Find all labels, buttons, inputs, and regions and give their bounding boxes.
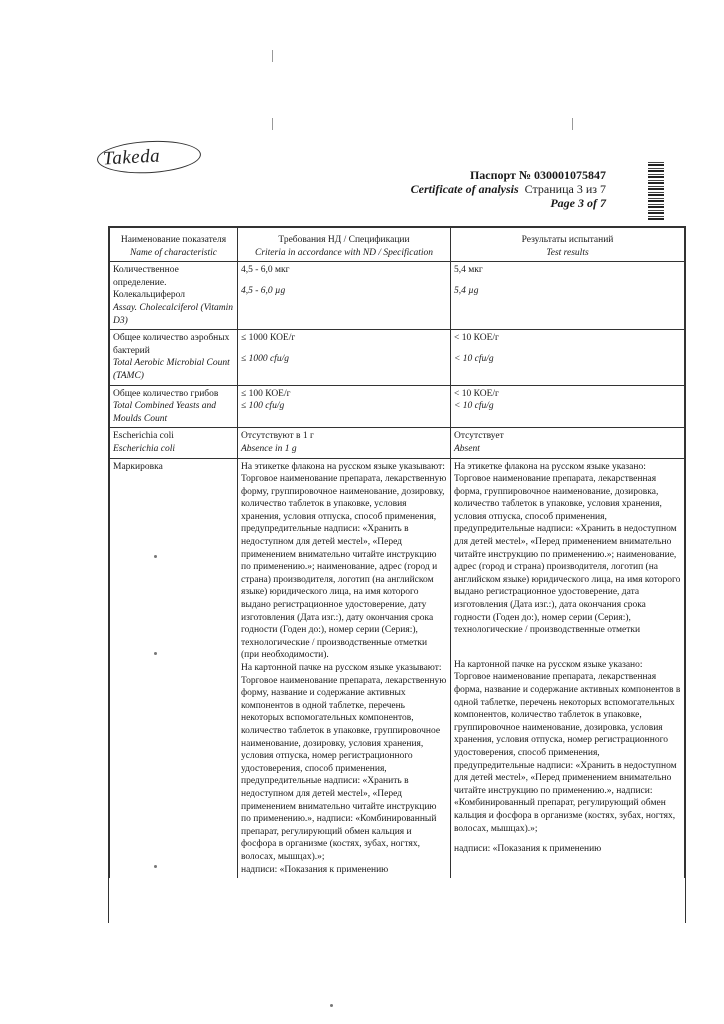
row-result: < 10 КОЕ/г < 10 cfu/g — [451, 385, 685, 428]
scan-mark — [272, 118, 273, 130]
row-name: Количественное определение. Колекальциферол Assay. Cholecalciferol (Vitamin D3) — [110, 262, 238, 330]
row-requirement: 4,5 - 6,0 мкг 4,5 - 6,0 µg — [238, 262, 451, 330]
marking-res-vial: На этикетке флакона на русском языке указано: Торговое наименование препарата, лекарственная форма, группировочное наименование, дозировка, количество таблеток в упаковке, условия хранения, условия отпуска, способ применения, предупредительные надписи: «Хранить в недоступном для детей местеl», «Перед применением внимательно читайте инструкцию по применению.»; наименование, адрес (город и страна) производителя, логотип (на английском языке) юридического лица, на имя которого выдано регистрационное удостоверение, дата изготовления (Дата изг.:), дата окончания срока годности (Годен до:), номер серии (Серия:), технологические / производственные отметки — [454, 461, 681, 636]
row-result: 5,4 мкг 5,4 µg — [451, 262, 685, 330]
table-row-marking — [110, 458, 685, 878]
scan-mark — [572, 118, 573, 130]
logo-text: Takeda — [102, 145, 161, 170]
row-requirement: Отсутствуют в 1 г Absence in 1 g — [238, 428, 451, 458]
marking-req-tail: надписи: «Показания к применению — [241, 864, 389, 875]
marking-req-vial: На этикетке флакона на русском языке указывают: Торговое наименование препарата, лекарственную форму, группировочное наименование, дозировку, количество таблеток в упаковке, условия хранения, условия отпуска, способ применения, предупредительные надписи: «Хранить в недоступном для детей местеl», «Перед применением внимательно читайте инструкцию по применению.»; наименование, адрес (город и страна) производителя, логотип (на английском языке) юридического лица, на имя которого выдано регистрационное удостоверение, дату изготовления (Дата изг.:), дату окончания срока годности (Годен до:), номер серии (Серия:), технологические / производственные отметки (при необходимости). — [241, 461, 447, 661]
table-row — [110, 385, 685, 428]
takeda-logo — [102, 146, 160, 171]
barcode — [648, 162, 664, 220]
row-requirement: ≤ 100 КОЕ/г ≤ 100 cfu/g — [238, 385, 451, 428]
table-row — [110, 330, 685, 385]
marking-req-box: На картонной пачке на русском языке указывают: Торговое наименование препарата, лекарственную форму, название и содержание активных компонентов в одной таблетке, перечень некоторых вспомогательных компонентов, количество таблеток в упаковке, группировочное наименование, дозировку, условия хранения, условия отпуска, номер регистрационного удостоверения, способ применения, предупредительные надписи: «Хранить в недоступном для детей местеl», «Перед применением внимательно читайте инструкцию по применению.», надписи: «Комбинированный препарат, регулирующий обмен кальция и фосфора в организме (костях, зубах, ногтях, волосах, мышцах).»; — [241, 663, 447, 862]
header-name: Наименование показателя Name of characteristic — [110, 228, 238, 262]
page-ru: Страница 3 из 7 — [524, 182, 606, 196]
marking-result — [451, 458, 685, 878]
scan-dot — [154, 865, 157, 868]
table-row — [110, 262, 685, 330]
header-results: Результаты испытаний Test results — [451, 228, 685, 262]
scan-mark — [272, 50, 273, 62]
row-name: Escherichia coli Escherichia coli — [110, 428, 238, 458]
analysis-table — [109, 227, 685, 878]
header-requirements: Требования НД / Спецификации Criteria in accordance with ND / Specification — [238, 228, 451, 262]
scan-dot — [154, 652, 157, 655]
logo-ring — [96, 138, 202, 175]
row-requirement: ≤ 1000 КОЕ/г ≤ 1000 cfu/g — [238, 330, 451, 385]
row-result: < 10 КОЕ/г < 10 cfu/g — [451, 330, 685, 385]
scan-dot — [154, 555, 157, 558]
row-name: Маркировка — [110, 458, 238, 878]
row-name: Общее количество грибов Total Combined Yeasts and Moulds Count — [110, 385, 238, 428]
table-row — [110, 428, 685, 458]
certificate-title: Certificate of analysis — [410, 182, 519, 196]
row-result: Отсутствует Absent — [451, 428, 685, 458]
document-header — [411, 168, 606, 210]
marking-res-box: На картонной пачке на русском языке указано: Торговое наименование препарата, лекарственная форма, название и содержание активных компонентов в одной таблетке, перечень некоторых вспомогательных компонентов, количество таблеток в упаковке, группировочное наименование, дозировка, условия хранения, условия отпуска, номер регистрационного удостоверения, способ применения, предупредительные надписи: «Хранить в недоступном для детей местеl», «Перед применением внимательно читайте инструкцию по применению.», надписи: «Комбинированный препарат, регулирующий обмен кальция и фосфора в организме (костях, зубах, ногтях, волосах, мышцах).»; — [454, 659, 681, 834]
page-en: Page 3 of 7 — [550, 196, 606, 210]
passport-number: Паспорт № 030001075847 — [469, 168, 606, 182]
marking-res-tail: надписи: «Показания к применению — [454, 844, 602, 855]
row-name: Общее количество аэробных бактерий Total Aerobic Microbial Count (TAMC) — [110, 330, 238, 385]
table-header-row — [110, 228, 685, 262]
scan-dot — [330, 1004, 333, 1007]
marking-requirement — [238, 458, 451, 878]
certificate-line — [411, 182, 606, 196]
analysis-table-frame — [108, 226, 686, 923]
